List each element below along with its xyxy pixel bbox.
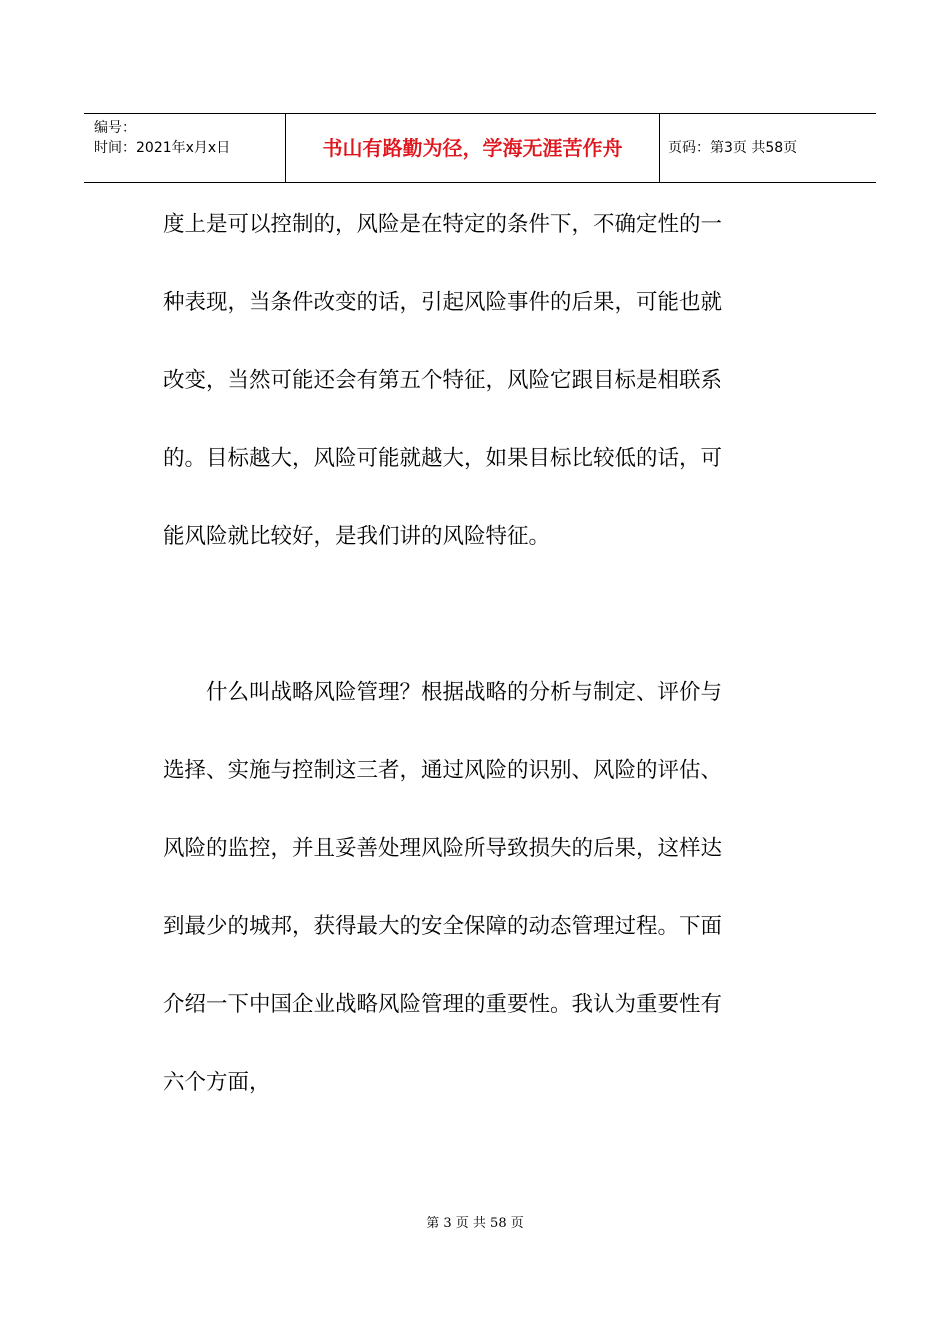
header-page-info: 页码：第3页 共58页 (668, 140, 798, 156)
text-line: 的。目标越大，风险可能就越大，如果目标比较低的话，可 (163, 446, 723, 471)
text-line: 度上是可以控制的，风险是在特定的条件下，不确定性的一 (163, 212, 723, 237)
text-line: 能风险就比较好，是我们讲的风险特征。 (163, 524, 551, 549)
text-line: 介绍一下中国企业战略风险管理的重要性。我认为重要性有 (163, 992, 723, 1017)
header-motto: 书山有路勤为径，学海无涯苦作舟 (322, 136, 623, 160)
text-line: 到最少的城邦，获得最大的安全保障的动态管理过程。下面 (163, 914, 723, 939)
text-line: 什么叫战略风险管理？根据战略的分析与制定、评价与 (163, 680, 723, 705)
text-line: 选择、实施与控制这三者，通过风险的识别、风险的评估、 (163, 758, 723, 783)
text-line: 改变，当然可能还会有第五个特征，风险它跟目标是相联系 (163, 368, 723, 393)
document-body (163, 200, 803, 1136)
text-line: 六个方面， (163, 1070, 271, 1095)
page-header (84, 113, 876, 183)
header-meta (94, 118, 284, 158)
paragraph (163, 200, 803, 590)
paragraph-spacer (163, 590, 803, 668)
paragraph (163, 668, 803, 1136)
page-footer: 第 3 页 共 58 页 (426, 1216, 524, 1231)
text-line: 种表现，当条件改变的话，引起风险事件的后果，可能也就 (163, 290, 723, 315)
text-line: 风险的监控，并且妥善处理风险所导致损失的后果，这样达 (163, 836, 723, 861)
date-label: 时间：2021年x月x日 (94, 140, 231, 156)
header-divider (659, 114, 660, 182)
serial-number-label: 编号： (94, 120, 136, 136)
